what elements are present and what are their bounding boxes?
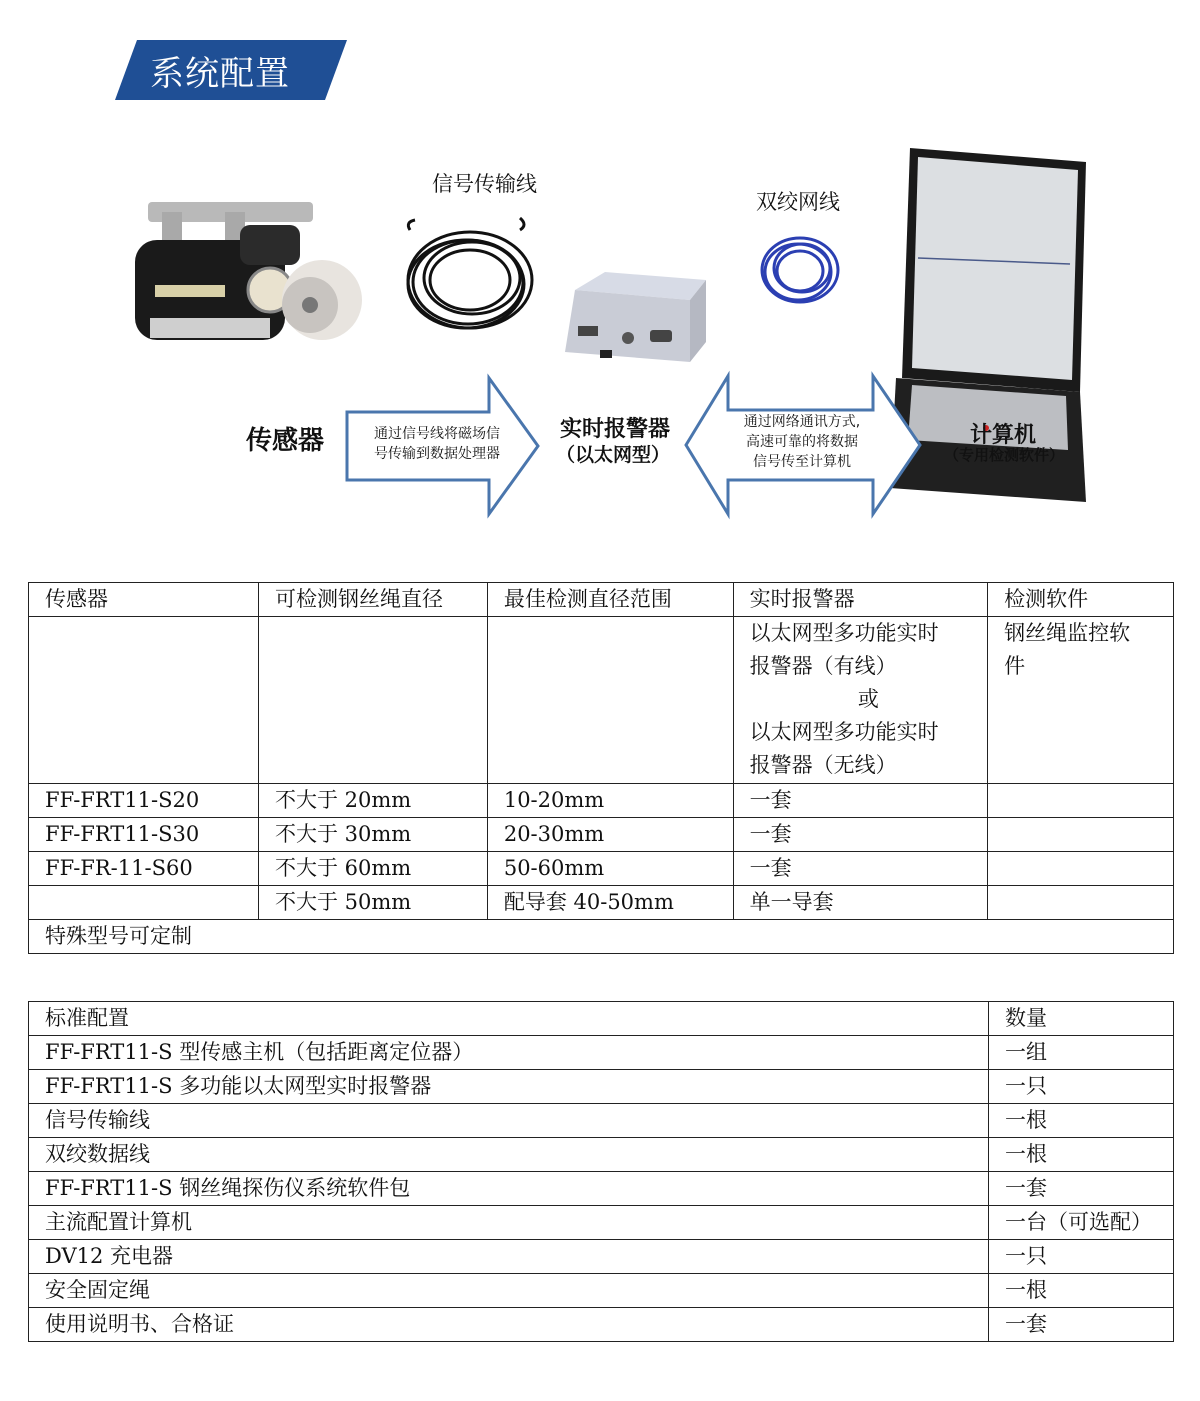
diameter-cell: 不大于 50mm bbox=[258, 886, 487, 920]
alarm-cell: 一套 bbox=[733, 784, 988, 818]
alarm-cell: 一套 bbox=[733, 818, 988, 852]
custom-models-note: 特殊型号可定制 bbox=[29, 920, 1174, 954]
config-item: DV12 充电器 bbox=[29, 1240, 989, 1274]
config-item: 主流配置计算机 bbox=[29, 1206, 989, 1240]
diameter-cell: 不大于 20mm bbox=[258, 784, 487, 818]
alarm-label: 实时报警器 bbox=[560, 417, 671, 442]
table-row bbox=[29, 1172, 1174, 1206]
config-quantity: 一根 bbox=[989, 1274, 1174, 1308]
config-header-quantity: 数量 bbox=[989, 1002, 1174, 1036]
model-cell: FF-FRT11-S30 bbox=[29, 818, 259, 852]
config-quantity: 一套 bbox=[989, 1308, 1174, 1342]
config-quantity: 一组 bbox=[989, 1036, 1174, 1070]
alarm-sublabel: （以太网型） bbox=[556, 444, 671, 466]
table-cell bbox=[29, 617, 259, 784]
config-quantity: 一只 bbox=[989, 1240, 1174, 1274]
config-item: 信号传输线 bbox=[29, 1104, 989, 1138]
sensor-device-image bbox=[135, 202, 362, 340]
table-row bbox=[29, 784, 1174, 818]
network-cable-image bbox=[762, 238, 838, 302]
config-item: 使用说明书、合格证 bbox=[29, 1308, 989, 1342]
table-row bbox=[29, 1274, 1174, 1308]
config-item: 双绞数据线 bbox=[29, 1138, 989, 1172]
table-cell bbox=[258, 617, 487, 784]
config-item: FF-FRT11-S 型传感主机（包括距离定位器） bbox=[29, 1036, 989, 1070]
config-quantity: 一只 bbox=[989, 1070, 1174, 1104]
arrow2-text: 通过网络通讯方式, 高速可靠的将数据 信号传至计算机 bbox=[743, 414, 861, 470]
computer-sublabel: （专用检测软件） bbox=[944, 446, 1065, 464]
table-row bbox=[29, 886, 1174, 920]
spec-header-cell: 最佳检测直径范围 bbox=[487, 583, 733, 617]
config-quantity: 一根 bbox=[989, 1138, 1174, 1172]
config-quantity: 一台（可选配） bbox=[989, 1206, 1174, 1240]
config-quantity: 一根 bbox=[989, 1104, 1174, 1138]
software-cell bbox=[988, 852, 1174, 886]
range-cell: 50-60mm bbox=[487, 852, 733, 886]
table-row bbox=[29, 1036, 1174, 1070]
table-row bbox=[29, 852, 1174, 886]
alarm-cell: 单一导套 bbox=[733, 886, 988, 920]
config-item: 安全固定绳 bbox=[29, 1274, 989, 1308]
spec-footer-row bbox=[29, 920, 1174, 954]
software-cell bbox=[988, 818, 1174, 852]
config-item: FF-FRT11-S 多功能以太网型实时报警器 bbox=[29, 1070, 989, 1104]
config-quantity: 一套 bbox=[989, 1172, 1174, 1206]
table-row bbox=[29, 1070, 1174, 1104]
signal-cable-image bbox=[408, 218, 532, 328]
twisted-cable-caption: 双绞网线 bbox=[756, 190, 840, 214]
model-cell: FF-FR-11-S60 bbox=[29, 852, 259, 886]
software-cell bbox=[988, 784, 1174, 818]
table-row bbox=[29, 1240, 1174, 1274]
computer-label: 计算机 bbox=[970, 423, 1037, 448]
spec-header-cell: 传感器 bbox=[29, 583, 259, 617]
spec-header-cell: 可检测钢丝绳直径 bbox=[258, 583, 487, 617]
table-row bbox=[29, 1138, 1174, 1172]
model-cell: FF-FRT11-S20 bbox=[29, 784, 259, 818]
model-cell bbox=[29, 886, 259, 920]
software-description-cell: 钢丝绳监控软 件 bbox=[988, 617, 1174, 784]
diameter-cell: 不大于 60mm bbox=[258, 852, 487, 886]
sensor-label: 传感器 bbox=[246, 426, 325, 456]
spec-table bbox=[28, 582, 1174, 954]
alarm-description-cell: 以太网型多功能实时 报警器（有线） 或 以太网型多功能实时 报警器（无线） bbox=[733, 617, 988, 784]
table-cell bbox=[487, 617, 733, 784]
spec-description-row bbox=[29, 617, 1174, 784]
alarm-cell: 一套 bbox=[733, 852, 988, 886]
spec-header-cell: 实时报警器 bbox=[733, 583, 988, 617]
config-table bbox=[28, 1001, 1174, 1342]
section-title: 系统配置 bbox=[150, 54, 290, 94]
table-row bbox=[29, 1308, 1174, 1342]
range-cell: 10-20mm bbox=[487, 784, 733, 818]
signal-cable-caption: 信号传输线 bbox=[432, 172, 537, 196]
arrow1-text: 通过信号线将磁场信 号传输到数据处理器 bbox=[374, 426, 500, 462]
alarm-box-image bbox=[565, 272, 706, 362]
config-item: FF-FRT11-S 钢丝绳探伤仪系统软件包 bbox=[29, 1172, 989, 1206]
config-header-row bbox=[29, 1002, 1174, 1036]
range-cell: 20-30mm bbox=[487, 818, 733, 852]
range-cell: 配导套 40-50mm bbox=[487, 886, 733, 920]
system-diagram bbox=[0, 130, 1200, 530]
config-header-item: 标准配置 bbox=[29, 1002, 989, 1036]
software-cell bbox=[988, 886, 1174, 920]
table-row bbox=[29, 1104, 1174, 1138]
table-row bbox=[29, 818, 1174, 852]
spec-header-cell: 检测软件 bbox=[988, 583, 1174, 617]
diameter-cell: 不大于 30mm bbox=[258, 818, 487, 852]
spec-header-row bbox=[29, 583, 1174, 617]
table-row bbox=[29, 1206, 1174, 1240]
